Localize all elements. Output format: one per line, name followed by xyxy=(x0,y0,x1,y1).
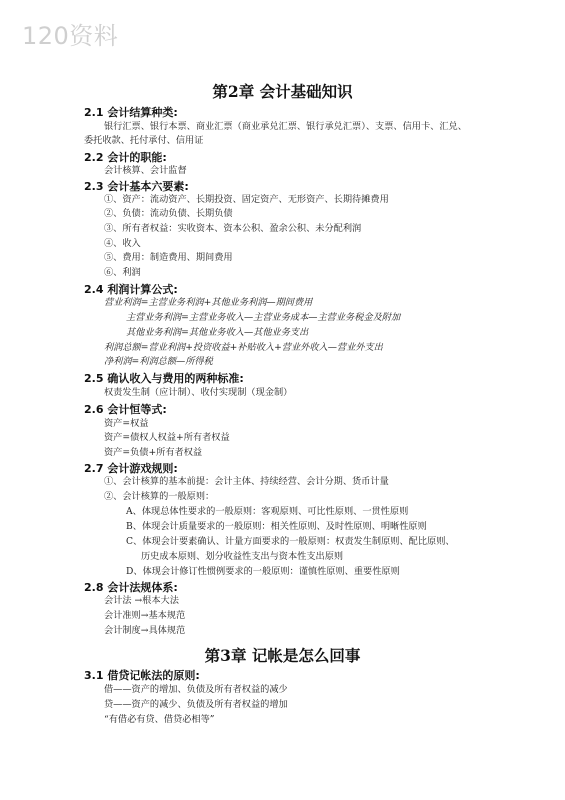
body-line: 资产=权益 xyxy=(104,418,149,429)
section-heading: 2.2 会计的职能: xyxy=(84,151,167,164)
body-line: 资产=负债+所有者权益 xyxy=(104,447,203,458)
section-heading: 2.7 会计游戏规则: xyxy=(84,462,178,475)
body-line: ②、负债：流动负债、长期负债 xyxy=(104,208,233,219)
section-heading: 3.1 借贷记帐法的原则: xyxy=(84,669,200,682)
body-line: 资产=债权人权益+所有者权益 xyxy=(104,432,230,443)
body-line: D、体现会计修订性惯例要求的一般原则：谨慎性原则、重要性原则 xyxy=(126,566,400,577)
body-line: 会计准则→基本规范 xyxy=(104,610,186,621)
chapter-2-title: 第2章 会计基础知识 xyxy=(212,82,353,101)
formula-line: 利润总额=营业利润+投资收益+补贴收入+营业外收入—营业外支出 xyxy=(104,342,383,353)
section-heading: 2.1 会计结算种类: xyxy=(84,106,178,119)
section-heading: 2.5 确认收入与费用的两种标准: xyxy=(84,372,244,385)
watermark-logo: 120资料 xyxy=(22,22,119,50)
formula-line: 净利润=利润总额—所得税 xyxy=(104,356,213,367)
body-line: B、体现会计质量要求的一般原则：相关性原则、及时性原则、明晰性原则 xyxy=(126,521,427,532)
body-line: 委托收款、托付承付、信用证 xyxy=(84,135,204,146)
section-heading: 2.4 利润计算公式: xyxy=(84,283,178,296)
body-line: ④、收入 xyxy=(104,238,141,249)
body-line: 会计制度→具体规范 xyxy=(104,625,186,636)
formula-line: 主营业务利润=主营业务收入—主营业务成本—主营业务税金及附加 xyxy=(126,312,401,323)
body-line: ③、所有者权益：实收资本、资本公积、盈余公积、未分配利润 xyxy=(104,223,362,234)
body-line: 历史成本原则、划分收益性支出与资本性支出原则 xyxy=(141,551,344,562)
body-line: ⑤、费用：制造费用、期间费用 xyxy=(104,252,233,263)
body-line: ①、会计核算的基本前提：会计主体、持续经营、会计分期、货币计量 xyxy=(104,476,389,487)
body-line: 贷——资产的减少、负债及所有者权益的增加 xyxy=(104,699,288,710)
body-line: 会计核算、会计监督 xyxy=(104,165,187,176)
section-heading: 2.6 会计恒等式: xyxy=(84,403,167,416)
formula-line: 营业利润=主营业务利润+其他业务利润—期间费用 xyxy=(104,297,313,308)
body-line: 会计法 →根本大法 xyxy=(104,595,179,606)
body-line: “有借必有贷、借贷必相等” xyxy=(104,714,215,725)
section-heading: 2.3 会计基本六要素: xyxy=(84,180,189,193)
body-line: A、体现总体性要求的一般原则：客观原则、可比性原则、一贯性原则 xyxy=(126,506,409,517)
body-line: 借——资产的增加、负债及所有者权益的减少 xyxy=(104,684,288,695)
body-line: ①、资产：流动资产、长期投资、固定资产、无形资产、长期待摊费用 xyxy=(104,194,389,205)
chapter-3-title: 第3章 记帐是怎么回事 xyxy=(204,646,361,665)
section-heading: 2.8 会计法规体系: xyxy=(84,581,178,594)
body-line: 银行汇票、银行本票、商业汇票（商业承兑汇票、银行承兑汇票）、支票、信用卡、汇兑、 xyxy=(104,121,467,132)
body-line: C、体现会计要素确认、计量方面要求的一般原则：权责发生制原则、配比原则、 xyxy=(126,536,455,547)
body-line: 权责发生制（应计制）、收付实现制（现金制） xyxy=(104,387,293,398)
body-line: ②、会计核算的一般原则： xyxy=(104,491,215,502)
formula-line: 其他业务利润=其他业务收入—其他业务支出 xyxy=(126,327,309,338)
body-line: ⑥、利润 xyxy=(104,267,141,278)
